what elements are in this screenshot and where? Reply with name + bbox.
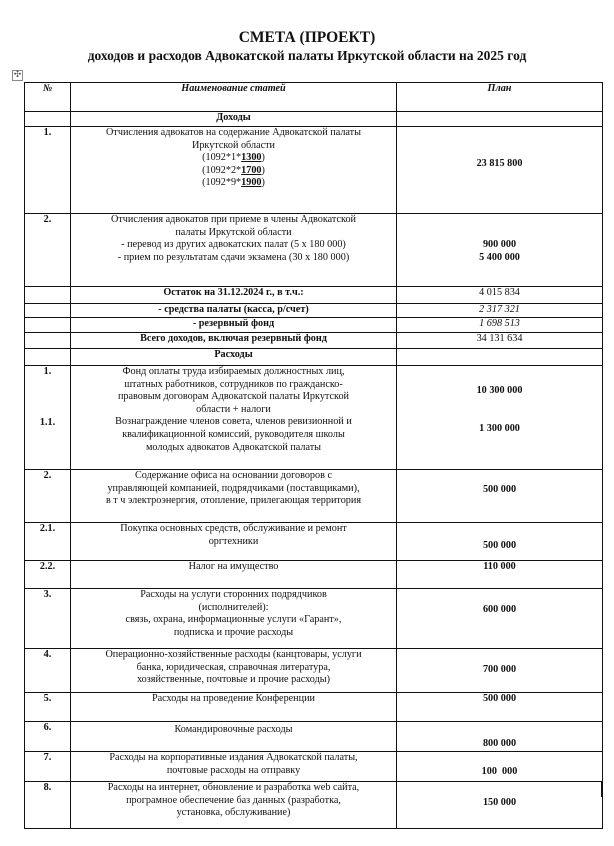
- text-cursor: [601, 781, 602, 797]
- table-row: [25, 214, 603, 287]
- row-num: 1.: [25, 127, 71, 214]
- table-row: [25, 693, 603, 722]
- row-num-main: 1.: [43, 366, 52, 377]
- table-row: [25, 366, 603, 470]
- empty-cell: [25, 333, 71, 349]
- desc-line: Расходы на интернет, обновление и разработка web сайта,: [107, 782, 360, 793]
- formula-rate: 1300: [241, 152, 262, 164]
- row-description: [71, 782, 397, 829]
- balance-cash-label: - средства палаты (касса, р/счет): [71, 304, 397, 318]
- section-label: Доходы: [71, 112, 397, 127]
- row-plan: 100 000: [397, 752, 603, 782]
- desc-line: оргтехники: [208, 535, 259, 547]
- document-title: СМЕТА (ПРОЕКТ): [238, 29, 376, 46]
- row-description: [71, 366, 397, 470]
- desc-line: Операционно-хозяйственные расходы (канцтовары, услуги: [105, 649, 362, 660]
- plan-line: 5 400 000: [479, 251, 520, 263]
- balance-cash-plan: 2 317 321: [397, 304, 603, 318]
- table-row: [25, 649, 603, 693]
- empty-cell: [25, 349, 71, 366]
- row-plan: 700 000: [397, 649, 603, 693]
- desc-line: програмное обеспечение баз данных (разработка,: [126, 794, 341, 806]
- move-arrows-icon[interactable]: ✣: [13, 70, 22, 80]
- desc-line: палаты Иркутской области: [175, 226, 292, 238]
- desc-line: Фонд оплаты труда избираемых должностных лиц,: [122, 366, 345, 377]
- row-description: Расходы на проведение Конференции: [71, 693, 397, 722]
- formula-suffix: ): [261, 177, 265, 189]
- table-row: [25, 523, 603, 561]
- header-name: Наименование статей: [71, 83, 397, 112]
- section-row-expenses: [25, 349, 603, 366]
- row-description: [71, 214, 397, 287]
- formula-line: [74, 177, 393, 190]
- desc-line: в т ч электроэнергия, отопление, прилегающая территория: [105, 495, 362, 507]
- desc-line: банка, юридическая, справочная литература,: [136, 661, 331, 673]
- desc-line: Вознаграждение членов совета, членов ревизионной и: [115, 416, 352, 428]
- table-row: [25, 589, 603, 649]
- desc-line: правовым договорам Адвокатской палаты Иркутской: [117, 391, 349, 403]
- header-num: №: [25, 83, 71, 112]
- plan-line: 900 000: [482, 239, 517, 250]
- empty-cell: [25, 318, 71, 333]
- table-row: [25, 722, 603, 752]
- row-num: 8.: [25, 782, 71, 829]
- desc-line: области + налоги: [196, 403, 271, 415]
- row-num: 2.2.: [25, 561, 71, 589]
- header-plan: План: [397, 83, 603, 112]
- row-description: [71, 127, 397, 214]
- desc-line: управляющей компанией, подрядчиками (поставщиками),: [107, 482, 360, 494]
- formula-prefix: (1092*1*: [202, 152, 242, 164]
- desc-line: Содержание офиса на основании договоров с: [134, 470, 333, 481]
- row-plan: 500 000: [397, 470, 603, 523]
- row-description: [71, 752, 397, 782]
- plan-line: 10 300 000: [476, 385, 523, 396]
- balance-label: Остаток на 31.12.2024 г., в т.ч.:: [71, 287, 397, 304]
- row-plan: 110 000: [397, 561, 603, 589]
- total-income-row: [25, 333, 603, 349]
- row-description: [71, 523, 397, 561]
- empty-cell: [25, 112, 71, 127]
- balance-row: [25, 287, 603, 304]
- row-description: [71, 589, 397, 649]
- table-row: [25, 782, 603, 829]
- row-num-sub: 1.1.: [39, 416, 56, 428]
- empty-cell: [25, 304, 71, 318]
- formula-suffix: ): [261, 152, 265, 164]
- row-plan: 500 000: [397, 693, 603, 722]
- spacer: [400, 398, 599, 423]
- budget-table: [24, 82, 603, 829]
- row-num: 5.: [25, 693, 71, 722]
- table-row: [25, 752, 603, 782]
- balance-reserve-label: - резервный фонд: [71, 318, 397, 333]
- formula-suffix: ): [261, 164, 265, 176]
- balance-plan: 4 015 834: [397, 287, 603, 304]
- desc-line: почтовые расходы на отправку: [166, 764, 301, 776]
- balance-cash-row: [25, 304, 603, 318]
- empty-cell: [397, 349, 603, 366]
- balance-reserve-plan: 1 698 513: [397, 318, 603, 333]
- formula-prefix: (1092*2*: [202, 164, 242, 176]
- table-header-row: [25, 83, 603, 112]
- plan-line: 1 300 000: [479, 422, 520, 434]
- desc-line: Отчисления адвокатов при приеме в члены Адвокатской: [110, 214, 357, 225]
- row-plan: 600 000: [397, 589, 603, 649]
- desc-line: молодых адвокатов Адвокатской палаты: [145, 441, 322, 453]
- desc-line: подписка и прочие расходы: [173, 626, 294, 638]
- formula-line: [74, 152, 393, 165]
- row-num: 2.: [25, 214, 71, 287]
- table-row: [25, 561, 603, 589]
- row-num: 2.1.: [25, 523, 71, 561]
- row-description: Командировочные расходы: [71, 722, 397, 752]
- spacer: [28, 379, 67, 417]
- row-plan: 150 000: [397, 782, 603, 829]
- desc-line: хозяйственные, почтовые и прочие расходы): [136, 674, 331, 686]
- table-row: [25, 470, 603, 523]
- formula-prefix: (1092*9*: [202, 177, 242, 189]
- desc-line: (исполнителей):: [198, 601, 269, 613]
- desc-line: штатных работников, сотрудников по гражданско-: [124, 378, 343, 390]
- row-description: [71, 470, 397, 523]
- desc-line: Покупка основных средств, обслуживание и ремонт: [120, 523, 347, 534]
- document-subtitle: доходов и расходов Адвокатской палаты Иркутской области на 2025 год: [87, 48, 527, 63]
- row-num: 7.: [25, 752, 71, 782]
- row-plan: 800 000: [397, 722, 603, 752]
- desc-line: квалификационной комиссий, руководителя школы: [122, 428, 345, 440]
- row-plan: [397, 214, 603, 287]
- row-plan: 500 000: [397, 523, 603, 561]
- section-label: Расходы: [71, 349, 397, 366]
- total-income-label: Всего доходов, включая резервный фонд: [71, 333, 397, 349]
- row-plan: [397, 366, 603, 470]
- row-description: Налог на имущество: [71, 561, 397, 589]
- desc-line: Расходы на корпоративные издания Адвокатской палаты,: [109, 752, 358, 763]
- empty-cell: [25, 287, 71, 304]
- table-row: [25, 127, 603, 214]
- desc-line: - перевод из других адвокатских палат (5 х 180 000): [121, 239, 346, 251]
- formula-line: [74, 165, 393, 178]
- row-num: 3.: [25, 589, 71, 649]
- desc-line: установка, обслуживание): [176, 807, 291, 819]
- row-num: 2.: [25, 470, 71, 523]
- row-num: [25, 366, 71, 470]
- desc-line: Иркутской области: [191, 139, 276, 151]
- desc-line: Отчисления адвокатов на содержание Адвокатской палаты: [106, 127, 361, 138]
- section-row-income: [25, 112, 603, 127]
- desc-line: Расходы на услуги сторонних подрядчиков: [140, 589, 327, 600]
- empty-cell: [397, 112, 603, 127]
- total-income-plan: 34 131 634: [397, 333, 603, 349]
- row-num: 4.: [25, 649, 71, 693]
- formula-rate: 1900: [241, 177, 262, 189]
- formula-rate: 1700: [241, 164, 262, 176]
- desc-line: связь, охрана, информационные услуги «Гарант»,: [125, 614, 342, 626]
- balance-reserve-row: [25, 318, 603, 333]
- row-description: [71, 649, 397, 693]
- row-plan: 23 815 800: [397, 127, 603, 214]
- row-num: 6.: [25, 722, 71, 752]
- desc-line: - прием по результатам сдачи экзамена (30 х 180 000): [117, 251, 350, 263]
